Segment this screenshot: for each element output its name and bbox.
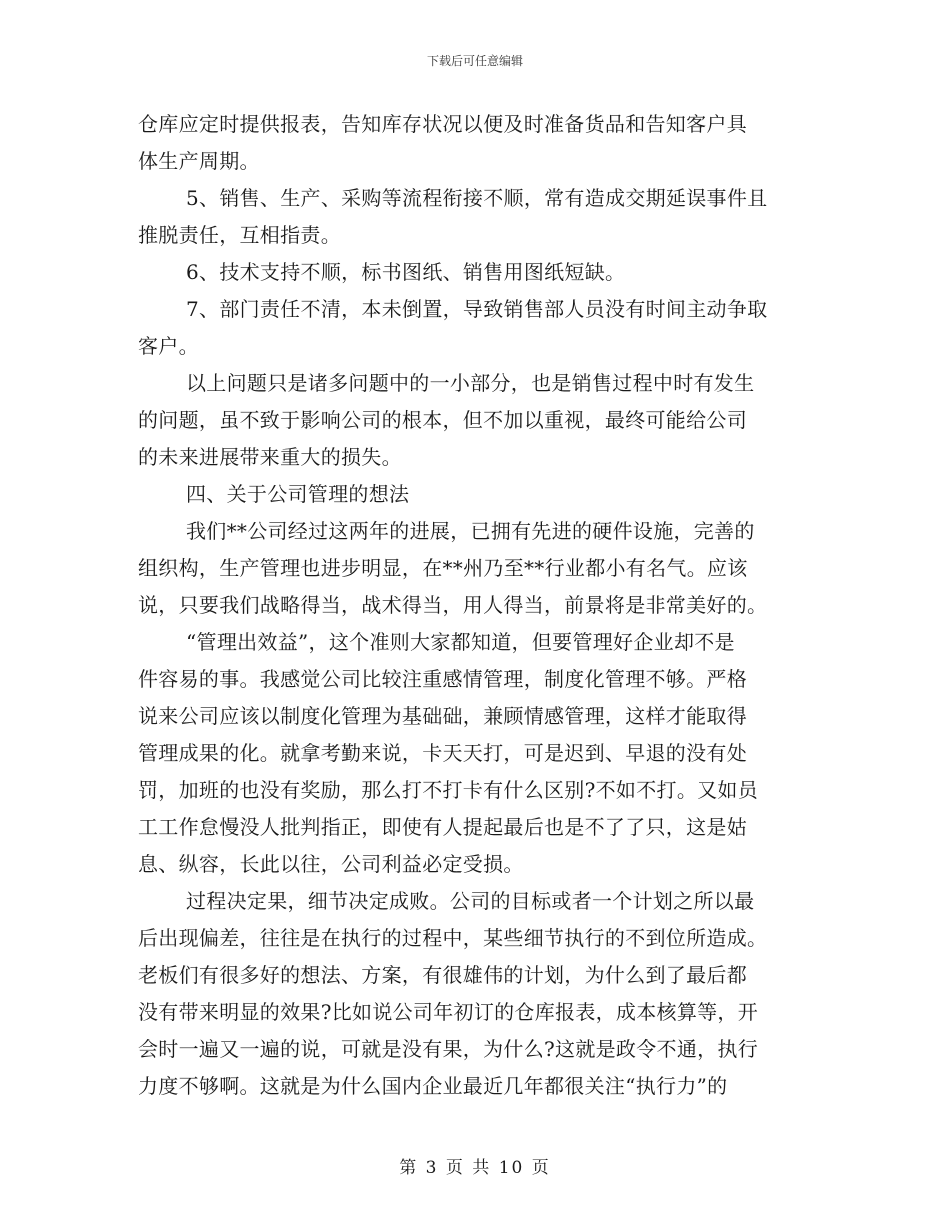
paragraph — [138, 513, 814, 624]
page-header: 下载后可任意编辑 — [426, 54, 523, 68]
text-line: 后出现偏差，往往是在执行的过程中，某些细节执行的不到位所造成。 — [138, 926, 768, 950]
paragraph — [138, 180, 814, 254]
paragraph — [138, 624, 814, 883]
text-line: 推脱责任，互相指责。 — [138, 223, 341, 247]
text-line: 没有带来明显的效果?比如说公司年初订的仓库报表，成本核算等，开 — [138, 1000, 759, 1024]
document-body — [138, 106, 814, 1105]
text-line: “管理出效益”，这个准则大家都知道，但要管理好企业却不是 — [186, 630, 735, 654]
paragraph — [138, 254, 814, 291]
paragraph — [138, 106, 814, 180]
text-line: 仓库应定时提供报表，告知库存状况以便及时准备货品和告知客户具 — [138, 112, 747, 136]
text-line: 管理成果的化。就拿考勤来说，卡天天打，可是迟到、早退的没有处 — [138, 741, 747, 765]
text-line: 我们**公司经过这两年的进展，已拥有先进的硬件设施，完善的 — [186, 519, 755, 543]
paragraph — [138, 883, 814, 1105]
paragraph — [138, 476, 814, 513]
text-line: 6、技术支持不顺，标书图纸、销售用图纸短缺。 — [186, 260, 626, 284]
page-footer: 第 3 页 共 10 页 — [399, 1158, 551, 1178]
text-line: 说来公司应该以制度化管理为基础础，兼顾情感管理，这样才能取得 — [138, 704, 747, 728]
text-line: 的未来进展带来重大的损失。 — [138, 445, 402, 469]
text-line: 四、关于公司管理的想法 — [186, 482, 410, 506]
text-line: 体生产周期。 — [138, 149, 260, 173]
text-line: 息、纵容，长此以往，公司利益必定受损。 — [138, 852, 524, 876]
text-line: 会时一遍又一遍的说，可就是没有果，为什么?这就是政令不通，执行 — [138, 1037, 759, 1061]
text-line: 以上问题只是诸多问题中的一小部分，也是销售过程中时有发生 — [186, 371, 755, 395]
text-line: 老板们有很多好的想法、方案，有很雄伟的计划，为什么到了最后都 — [138, 963, 747, 987]
text-line: 7、部门责任不清，本未倒置，导致销售部人员没有时间主动争取 — [186, 297, 768, 321]
paragraph — [138, 291, 814, 365]
text-line: 5、销售、生产、采购等流程衔接不顺，常有造成交期延误事件且 — [186, 186, 768, 210]
text-line: 力度不够啊。这就是为什么国内企业最近几年都很关注“执行力”的 — [138, 1074, 728, 1098]
text-line: 的问题，虽不致于影响公司的根本，但不加以重视，最终可能给公司 — [138, 408, 747, 432]
text-line: 过程决定果，细节决定成败。公司的目标或者一个计划之所以最 — [186, 889, 755, 913]
text-line: 说，只要我们战略得当，战术得当，用人得当，前景将是非常美好的。 — [138, 593, 768, 617]
text-line: 组织构，生产管理也进步明显，在**州乃至**行业都小有名气。应该 — [138, 556, 748, 580]
text-line: 工工作怠慢没人批判指正，即使有人提起最后也是不了了只，这是姑 — [138, 815, 747, 839]
text-line: 件容易的事。我感觉公司比较注重感情管理，制度化管理不够。严格 — [138, 667, 747, 691]
text-line: 罚，加班的也没有奖励，那么打不打卡有什么区别?不如不打。又如员 — [138, 778, 759, 802]
paragraph — [138, 365, 814, 476]
text-line: 客户。 — [138, 334, 199, 358]
